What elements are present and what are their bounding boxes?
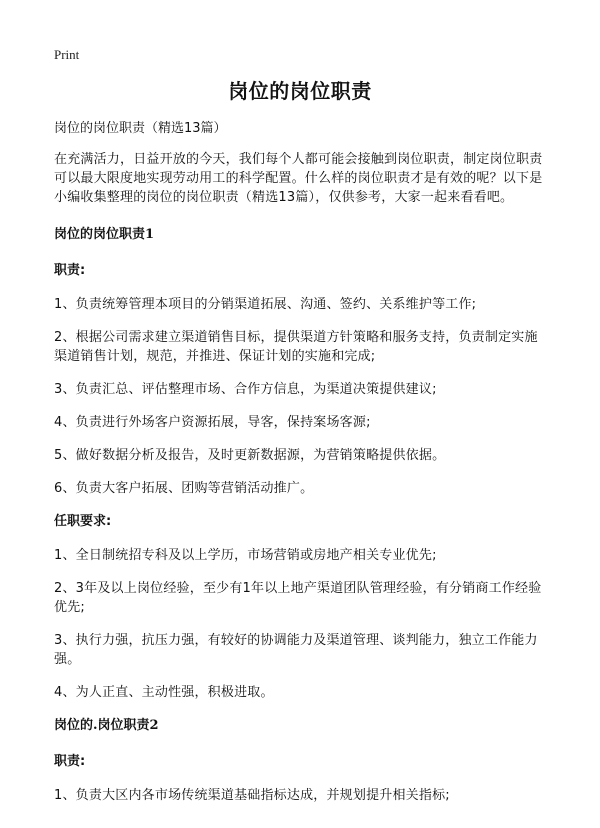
section-heading-1: 岗位的岗位职责1 [54, 227, 155, 242]
duties-label-1: 职责: [54, 263, 86, 278]
list-item: 4、负责进行外场客户资源拓展，导客，保持案场客源; [54, 415, 371, 430]
list-item: 6、负责大客户拓展、团购等营销活动推广。 [54, 481, 314, 496]
list-item: 3、负责汇总、评估整理市场、合作方信息，为渠道决策提供建议; [54, 382, 437, 397]
list-item: 2、根据公司需求建立渠道销售目标，提供渠道方针策略和服务支持，负责制定实施渠道销售计划，规范，并推进、保证计划的实施和完成; [54, 330, 538, 364]
list-item: 1、负责统筹管理本项目的分销渠道拓展、沟通、签约、关系维护等工作; [54, 297, 477, 312]
list-item: 5、做好数据分析及报告，及时更新数据源，为营销策略提供依据。 [54, 448, 446, 463]
list-item: 1、负责大区内各市场传统渠道基础指标达成，并规划提升相关指标; [54, 788, 450, 803]
list-item: 2、3年及以上岗位经验，至少有1年以上地产渠道团队管理经验，有分销商工作经验优先; [54, 581, 542, 615]
page-title: 岗位的岗位职责 [228, 79, 372, 103]
section-heading-2: 岗位的.岗位职责2 [54, 718, 159, 733]
requirements-label-1: 任职要求: [54, 514, 112, 529]
print-link[interactable]: Print [54, 47, 80, 62]
list-item: 4、为人正直、主动性强，积极进取。 [54, 685, 274, 700]
intro-paragraph: 在充满活力，日益开放的今天，我们每个人都可能会接触到岗位职责，制定岗位职责可以最大限度地实现劳动用工的科学配置。什么样的岗位职责才是有效的呢？以下是小编收集整理的岗位的岗位职责（精选13篇），仅供参考，大家一起来看看吧。 [54, 152, 543, 205]
list-item: 1、全日制统招专科及以上学历，市场营销或房地产相关专业优先; [54, 548, 437, 563]
document-subtitle: 岗位的岗位职责（精选13篇） [54, 121, 227, 136]
document-body [54, 118, 550, 819]
duties-label-2: 职责: [54, 754, 86, 769]
list-item: 3、执行力强，抗压力强，有较好的协调能力及渠道管理、谈判能力，独立工作能力强。 [54, 633, 538, 667]
